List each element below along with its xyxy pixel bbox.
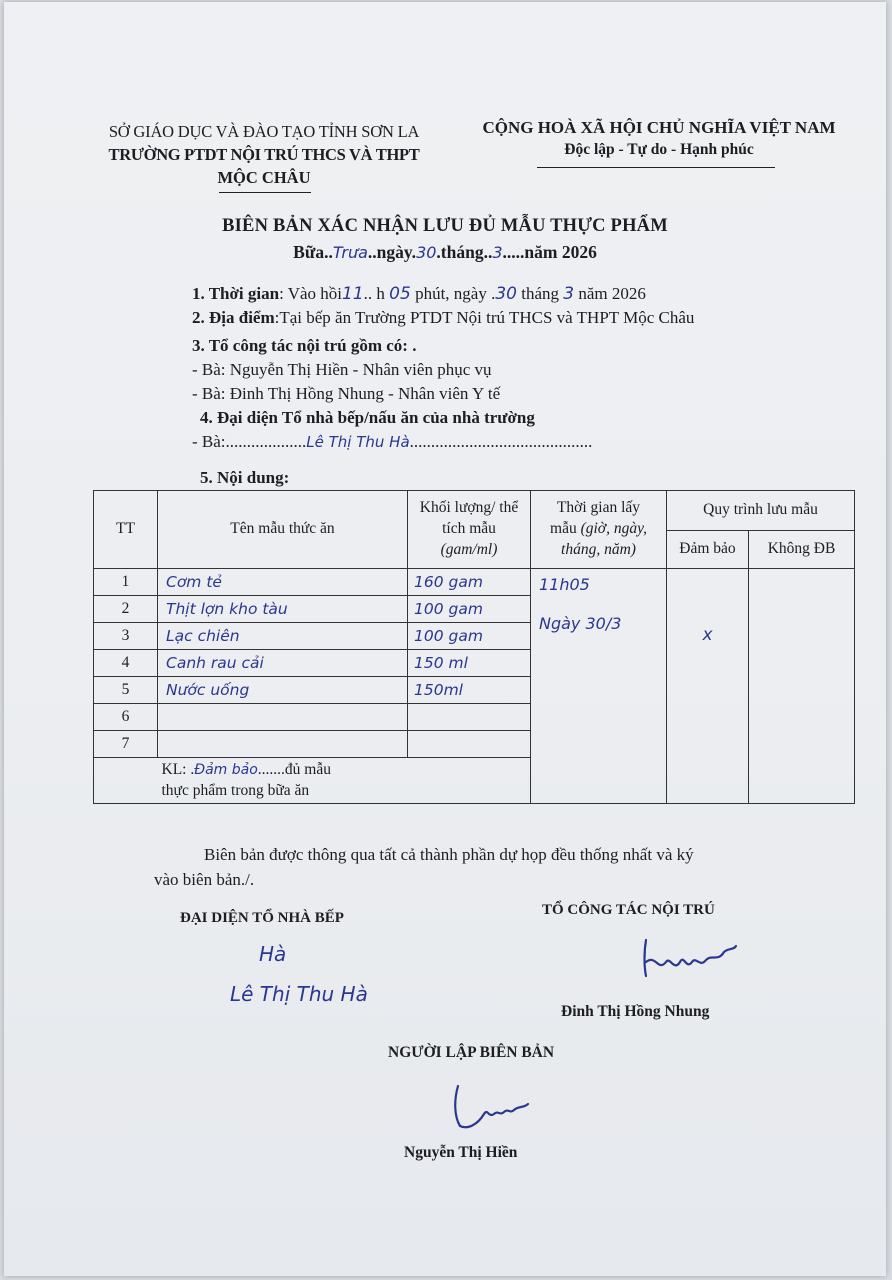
footer-line-2: vào biên bản./. [154,870,255,889]
row-mass: 150ml [408,677,531,704]
section-kitchen-label: 4. Đại diện Tổ nhà bếp/nấu ăn của nhà trường [200,408,535,427]
board-signature-image [634,932,744,982]
row-tt: 4 [94,650,158,677]
header-time [531,491,667,569]
section-time-text-c: phút, ngày . [410,284,496,303]
meal-day-value: 30 [416,243,437,262]
board-signature-name: Đinh Thị Hồng Nhung [561,1003,710,1020]
header-time-line1: Thời gian lấy [556,499,641,517]
national-motto: Độc lập - Tự do - Hạnh phúc [564,141,754,158]
row-food: Canh rau cải [158,650,408,677]
section-location [192,308,694,328]
section-time-hour: 11 [342,284,364,304]
header-mass-line2: tích mẫu [442,520,496,538]
row-mass: 100 gam [408,623,531,650]
meal-year-label: .....năm 2026 [502,242,597,262]
row-tt: 5 [94,677,158,704]
header-not-ok: Không ĐB [749,531,855,569]
school-location: MỘC CHÂU [217,168,311,187]
kitchen-rep-name: Lê Thị Thu Hà [306,433,410,451]
header-mass-unit: (gam/ml) [440,540,498,558]
section-time-day: 30 [495,284,517,304]
section-team-label: 3. Tổ công tác nội trú gồm có: . [192,336,417,355]
header-mass-line1: Khối lượng/ thể [419,499,519,517]
meal-month-label: .tháng.. [436,242,493,262]
section-time-text-e: năm 2026 [574,284,646,303]
section-time-text-b: .. h [363,284,390,303]
header-underline-left [219,192,311,193]
header-process: Quy trình lưu mẫu [667,491,855,531]
section-content-label: 5. Nội dung: [200,468,290,487]
section-time [192,284,646,304]
ok-mark: x [702,625,713,645]
document-title: BIÊN BẢN XÁC NHẬN LƯU ĐỦ MẪU THỰC PHẨM [222,216,668,236]
section-time-minute: 05 [389,284,411,304]
row-mass [408,704,531,731]
row-mass: 150 ml [408,650,531,677]
section-time-text-a: : Vào hồi [279,284,343,303]
footer-line-1: Biên bản được thông qua tất cả thành phần dự họp đều thống nhất và ký [204,845,694,864]
meal-line [4,242,886,263]
header-underline-right [537,167,775,168]
conclusion-prefix: KL: . [161,760,195,778]
kitchen-representative [192,432,592,452]
kitchen-signature-name: Lê Thị Thu Hà [230,982,368,1006]
time-cell [531,569,667,804]
row-mass: 160 gam [408,569,531,596]
section-time-label: 1. Thời gian [192,284,280,303]
row-tt: 1 [94,569,158,596]
row-mass [408,731,531,758]
row-tt: 6 [94,704,158,731]
row-food: Cơm tẻ [158,569,408,596]
conclusion-line2: thực phẩm trong bữa ăn [161,781,310,799]
conclusion-cell [158,758,531,804]
header-mass [408,491,531,569]
sample-table [93,490,855,804]
header-time-note: (giờ, ngày, tháng, năm) [561,520,647,558]
conclusion-value: Đảm bảo [194,761,258,778]
school-name: TRƯỜNG PTDT NỘI TRÚ THCS VÀ THPT [108,145,420,164]
author-signature-name: Nguyễn Thị Hiền [404,1144,518,1161]
time-value-1: 11h05 [539,575,590,594]
conclusion-suffix: .......đủ mẫu [257,760,331,778]
meal-day-label: ..ngày. [367,242,417,262]
header-time-line2: mẫu [550,520,577,538]
row-tt: 3 [94,623,158,650]
row-food [158,704,408,731]
meal-value: Trưa [332,243,368,262]
header-tt: TT [94,491,158,569]
row-tt: 2 [94,596,158,623]
section-location-text: :Tại bếp ăn Trường PTDT Nội trú THCS và THPT Mộc Châu [274,308,695,327]
kitchen-signature-mark: Hà [259,942,287,966]
row-food [158,731,408,758]
row-food: Lạc chiên [158,623,408,650]
header-ok: Đảm bảo [667,531,749,569]
row-tt: 7 [94,731,158,758]
meal-prefix: Bữa.. [293,242,333,262]
not-ok-cell [749,569,855,804]
time-value-2: Ngày 30/3 [539,614,622,633]
row-food: Nước uống [158,677,408,704]
section-time-month: 3 [563,284,575,304]
meal-month-value: 3 [492,243,503,262]
kitchen-rep-prefix: - Bà:................... [192,432,307,451]
team-member-1: - Bà: Nguyễn Thị Hiền - Nhân viên phục vụ [192,360,492,379]
document-page [4,2,886,1276]
author-signature-title: NGƯỜI LẬP BIÊN BẢN [388,1044,555,1061]
national-title: CỘNG HOÀ XÃ HỘI CHỦ NGHĨA VIỆT NAM [482,118,836,137]
section-time-text-d: tháng [516,284,564,303]
team-member-2: - Bà: Đinh Thị Hồng Nhung - Nhân viên Y tế [192,384,501,403]
row-food: Thịt lợn kho tàu [158,596,408,623]
author-signature-image [444,1078,544,1134]
kitchen-signature-title: ĐẠI DIỆN TỔ NHÀ BẾP [180,910,344,926]
header-food-name: Tên mẫu thức ăn [158,491,408,569]
board-signature-title: TỔ CÔNG TÁC NỘI TRÚ [542,902,715,918]
section-location-label: 2. Địa điểm [192,308,275,327]
row-mass: 100 gam [408,596,531,623]
ok-cell [667,569,749,804]
department-name: SỞ GIÁO DỤC VÀ ĐÀO TẠO TỈNH SƠN LA [108,122,420,141]
kitchen-rep-suffix: ........................................... [409,432,593,451]
